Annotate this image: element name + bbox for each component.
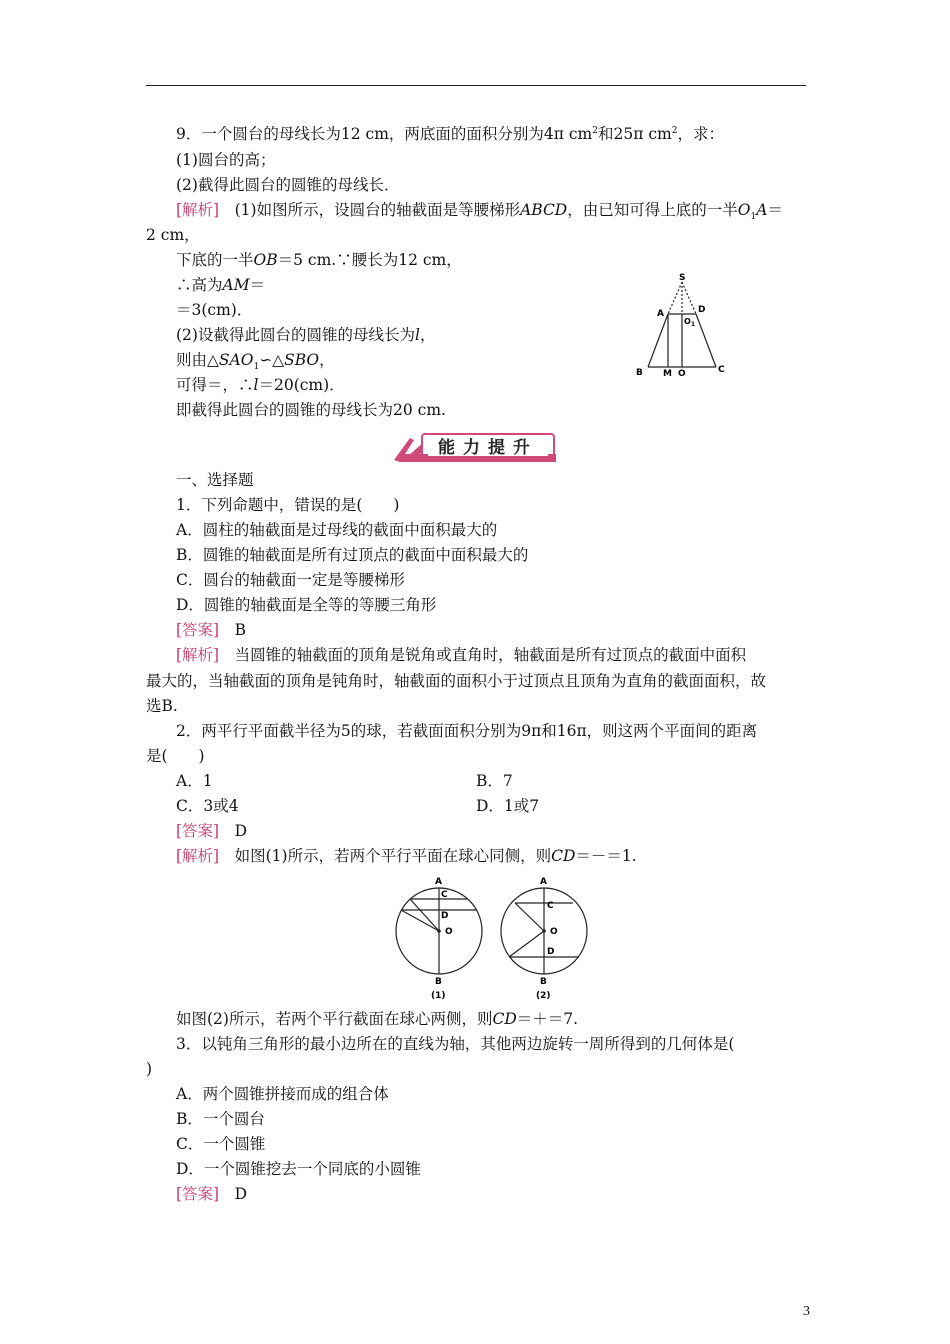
q9-similarity: 则由$\triangle SAO_1∽\triangle SBO$，: [176, 351, 335, 373]
section-banner: 能力提升: [438, 438, 538, 458]
label-b: B: [636, 368, 643, 378]
label-s: S: [679, 273, 686, 283]
q1-option-c: C．圆台的轴截面一定是等腰梯形: [176, 571, 405, 589]
sphere2-label-a: A: [540, 877, 547, 887]
sphere2-label-c: C: [547, 901, 554, 911]
q2-analysis-line2: 如图(2)所示，若两个平行截面在球心两侧，则CD＝＋＝7.: [176, 1010, 579, 1028]
sphere1-label-b: B: [435, 977, 442, 987]
q1-answer: [答案] B: [176, 621, 246, 639]
label-c: C: [718, 365, 725, 375]
label-a: A: [657, 309, 664, 319]
q1-stem: 1．下列命题中，错误的是( ): [176, 496, 400, 514]
sphere1-label-d: D: [441, 911, 449, 921]
q9-part2: (2)截得此圆台的圆锥的母线长．: [176, 176, 400, 194]
sphere1-caption: (1): [431, 991, 446, 1001]
q2-option-a: A．1: [176, 772, 213, 790]
q9-analysis-wrap: 2 cm，: [146, 226, 200, 244]
q1-option-d: D．圆锥的轴截面是全等的等腰三角形: [176, 596, 437, 614]
q1-option-a: A．圆柱的轴截面是过母线的截面中面积最大的: [176, 521, 498, 539]
q2-analysis: [解析] 如图(1)所示，若两个平行平面在球心同侧，则CD＝－＝1.: [176, 847, 637, 865]
header-rule: [146, 85, 806, 86]
sphere-figures: [390, 872, 590, 1006]
q9-analysis: [解析] (1)如图所示，设圆台的轴截面是等腰梯形ABCD，由已知可得上底的一半$O_1A=$: [176, 201, 783, 223]
q3-option-c: C．一个圆锥: [176, 1135, 266, 1153]
section-title: 一、选择题: [176, 471, 254, 489]
q2-option-b: B．7: [476, 772, 513, 790]
q3-option-d: D．一个圆锥挖去一个同底的小圆锥: [176, 1160, 421, 1178]
q3-answer: [答案] D: [176, 1185, 248, 1203]
sphere1-label-a: A: [435, 877, 442, 887]
sphere1-label-c: C: [441, 890, 448, 900]
q9-derive: 可得＝，∴l＝20(cm)．: [176, 376, 345, 394]
label-d: D: [698, 305, 706, 315]
q9-result1: ＝3(cm)．: [176, 301, 253, 319]
q9-line-ob: 下底的一半OB＝5 cm.∵腰长为12 cm，: [176, 251, 462, 269]
sphere2-label-d: D: [547, 947, 555, 957]
q1-analysis-line1: [解析] 当圆锥的轴截面的顶角是锐角或直角时，轴截面是所有过顶点的截面中面积: [176, 646, 747, 664]
page-number: 3: [803, 1304, 810, 1319]
q3-option-a: A．两个圆锥拼接而成的组合体: [176, 1085, 389, 1103]
label-o1: $O_1$: [684, 317, 695, 328]
q9-part1: (1)圆台的高；: [176, 151, 276, 169]
q3-option-b: B．一个圆台: [176, 1110, 265, 1128]
q9-height: ∴高为AM＝: [176, 276, 266, 294]
q9-conclusion: 即截得此圆台的圆锥的母线长为20 cm.: [176, 401, 446, 419]
q1-analysis-line2: 最大的，当轴截面的顶角是钝角时，轴截面的面积小于过顶点且顶角为直角的截面面积，故: [146, 672, 767, 690]
sphere1-label-o: O: [445, 927, 453, 937]
q2-answer: [答案] D: [176, 822, 248, 840]
label-m: M: [663, 369, 672, 379]
q9-part2-setup: (2)设截得此圆台的圆锥的母线长为l，: [176, 326, 436, 344]
q3-stem-line1: 3．以钝角三角形的最小边所在的直线为轴，其他两边旋转一周所得到的几何体是(: [176, 1035, 735, 1053]
label-o: O: [678, 369, 686, 379]
q2-option-d: D．1或7: [476, 797, 540, 815]
sphere2-label-o: O: [550, 927, 558, 937]
sphere2-label-b: B: [540, 977, 547, 987]
q3-stem-line2: ): [146, 1060, 153, 1078]
q1-analysis-line3: 选B.: [146, 697, 178, 715]
q9-stem: 9．一个圆台的母线长为12 cm，两底面的面积分别为4π $cm^2$和25π $cm^2$，求：: [176, 125, 724, 143]
frustum-figure: [630, 270, 740, 380]
q2-stem-line2: 是( ): [146, 747, 205, 765]
q1-option-b: B．圆锥的轴截面是所有过顶点的截面中面积最大的: [176, 546, 529, 564]
sphere2-caption: (2): [536, 991, 551, 1001]
q2-stem-line1: 2．两平行平面截半径为5的球，若截面面积分别为9π和16π，则这两个平面间的距离: [176, 722, 758, 740]
q2-option-c: C．3或4: [176, 797, 239, 815]
